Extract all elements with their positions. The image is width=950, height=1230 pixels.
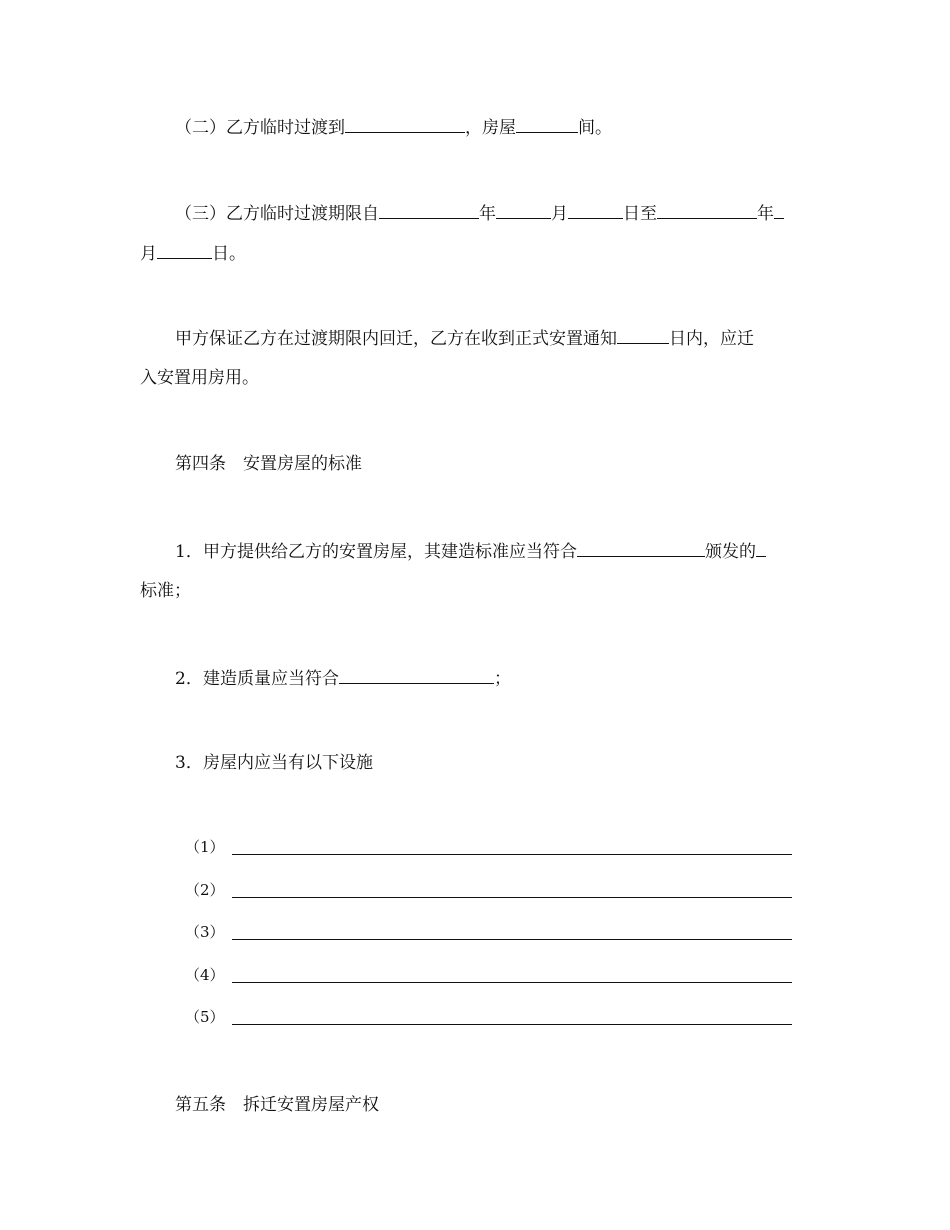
day-to-label: 日至 (623, 204, 657, 224)
end-month-blank[interactable] (774, 200, 784, 219)
transition-period-paragraph (175, 200, 784, 226)
item-3-text: 房屋内应当有以下设施 (203, 753, 373, 773)
article-4-item-2 (175, 665, 511, 691)
facility-number: （3） (185, 923, 225, 941)
house-label: ，房屋 (465, 118, 516, 138)
month-label: 月 (551, 204, 568, 224)
transition-location-blank[interactable] (345, 114, 465, 133)
return-guarantee-text-3: 入安置用房用。 (140, 368, 259, 388)
facility-blank[interactable] (232, 982, 792, 983)
return-guarantee-text: 甲方保证乙方在过渡期限内回迁，乙方在收到正式安置通知 (175, 329, 617, 349)
return-guarantee-paragraph-cont (140, 366, 259, 390)
item-1-issued-label: 颁发的 (705, 542, 756, 562)
facility-blank[interactable] (232, 854, 792, 855)
article-4-item-1-cont: 标准； (140, 581, 191, 601)
transition-period-prefix: （三）乙方临时过渡期限自 (175, 204, 379, 224)
return-guarantee-paragraph (175, 325, 754, 351)
quality-standard-blank[interactable] (339, 665, 494, 684)
article-4-title: 第四条 安置房屋的标准 (175, 454, 362, 474)
transition-location-prefix: （二）乙方临时过渡到 (175, 118, 345, 138)
facility-number: （2） (185, 881, 225, 899)
month-label-2: 月 (140, 244, 157, 264)
notice-days-blank[interactable] (617, 325, 669, 344)
article-5-title: 第五条 拆迁安置房屋产权 (175, 1095, 379, 1115)
item-2-number: 2． (175, 669, 203, 689)
room-unit: 间。 (578, 118, 612, 138)
facility-number: （4） (185, 966, 225, 984)
transition-period-paragraph-cont (140, 240, 246, 266)
item-2-text: 建造质量应当符合 (203, 669, 339, 689)
item-1-number: 1． (175, 542, 203, 562)
standard-name-blank[interactable] (756, 538, 766, 557)
facility-blank[interactable] (232, 939, 792, 940)
article-4-item-1 (175, 538, 766, 564)
facility-number: （1） (185, 838, 225, 856)
facility-number: （5） (185, 1008, 225, 1026)
item-1-text: 甲方提供给乙方的安置房屋，其建造标准应当符合 (203, 542, 577, 562)
end-year-blank[interactable] (657, 200, 757, 219)
year-label: 年 (479, 204, 496, 224)
article-4-item-3 (175, 751, 373, 775)
start-year-blank[interactable] (379, 200, 479, 219)
transition-location-paragraph (175, 114, 612, 140)
end-day-blank[interactable] (157, 240, 212, 259)
day-label-2: 日。 (212, 244, 246, 264)
year-label-2: 年 (757, 204, 774, 224)
issuing-authority-blank[interactable] (577, 538, 705, 557)
item-3-number: 3． (175, 753, 203, 773)
return-guarantee-text-2: 日内，应迁 (669, 329, 754, 349)
start-month-blank[interactable] (496, 200, 551, 219)
room-count-blank[interactable] (516, 114, 578, 133)
facility-blank[interactable] (232, 897, 792, 898)
item-2-end: ； (494, 669, 511, 689)
facility-blank[interactable] (232, 1024, 792, 1025)
start-day-blank[interactable] (568, 200, 623, 219)
